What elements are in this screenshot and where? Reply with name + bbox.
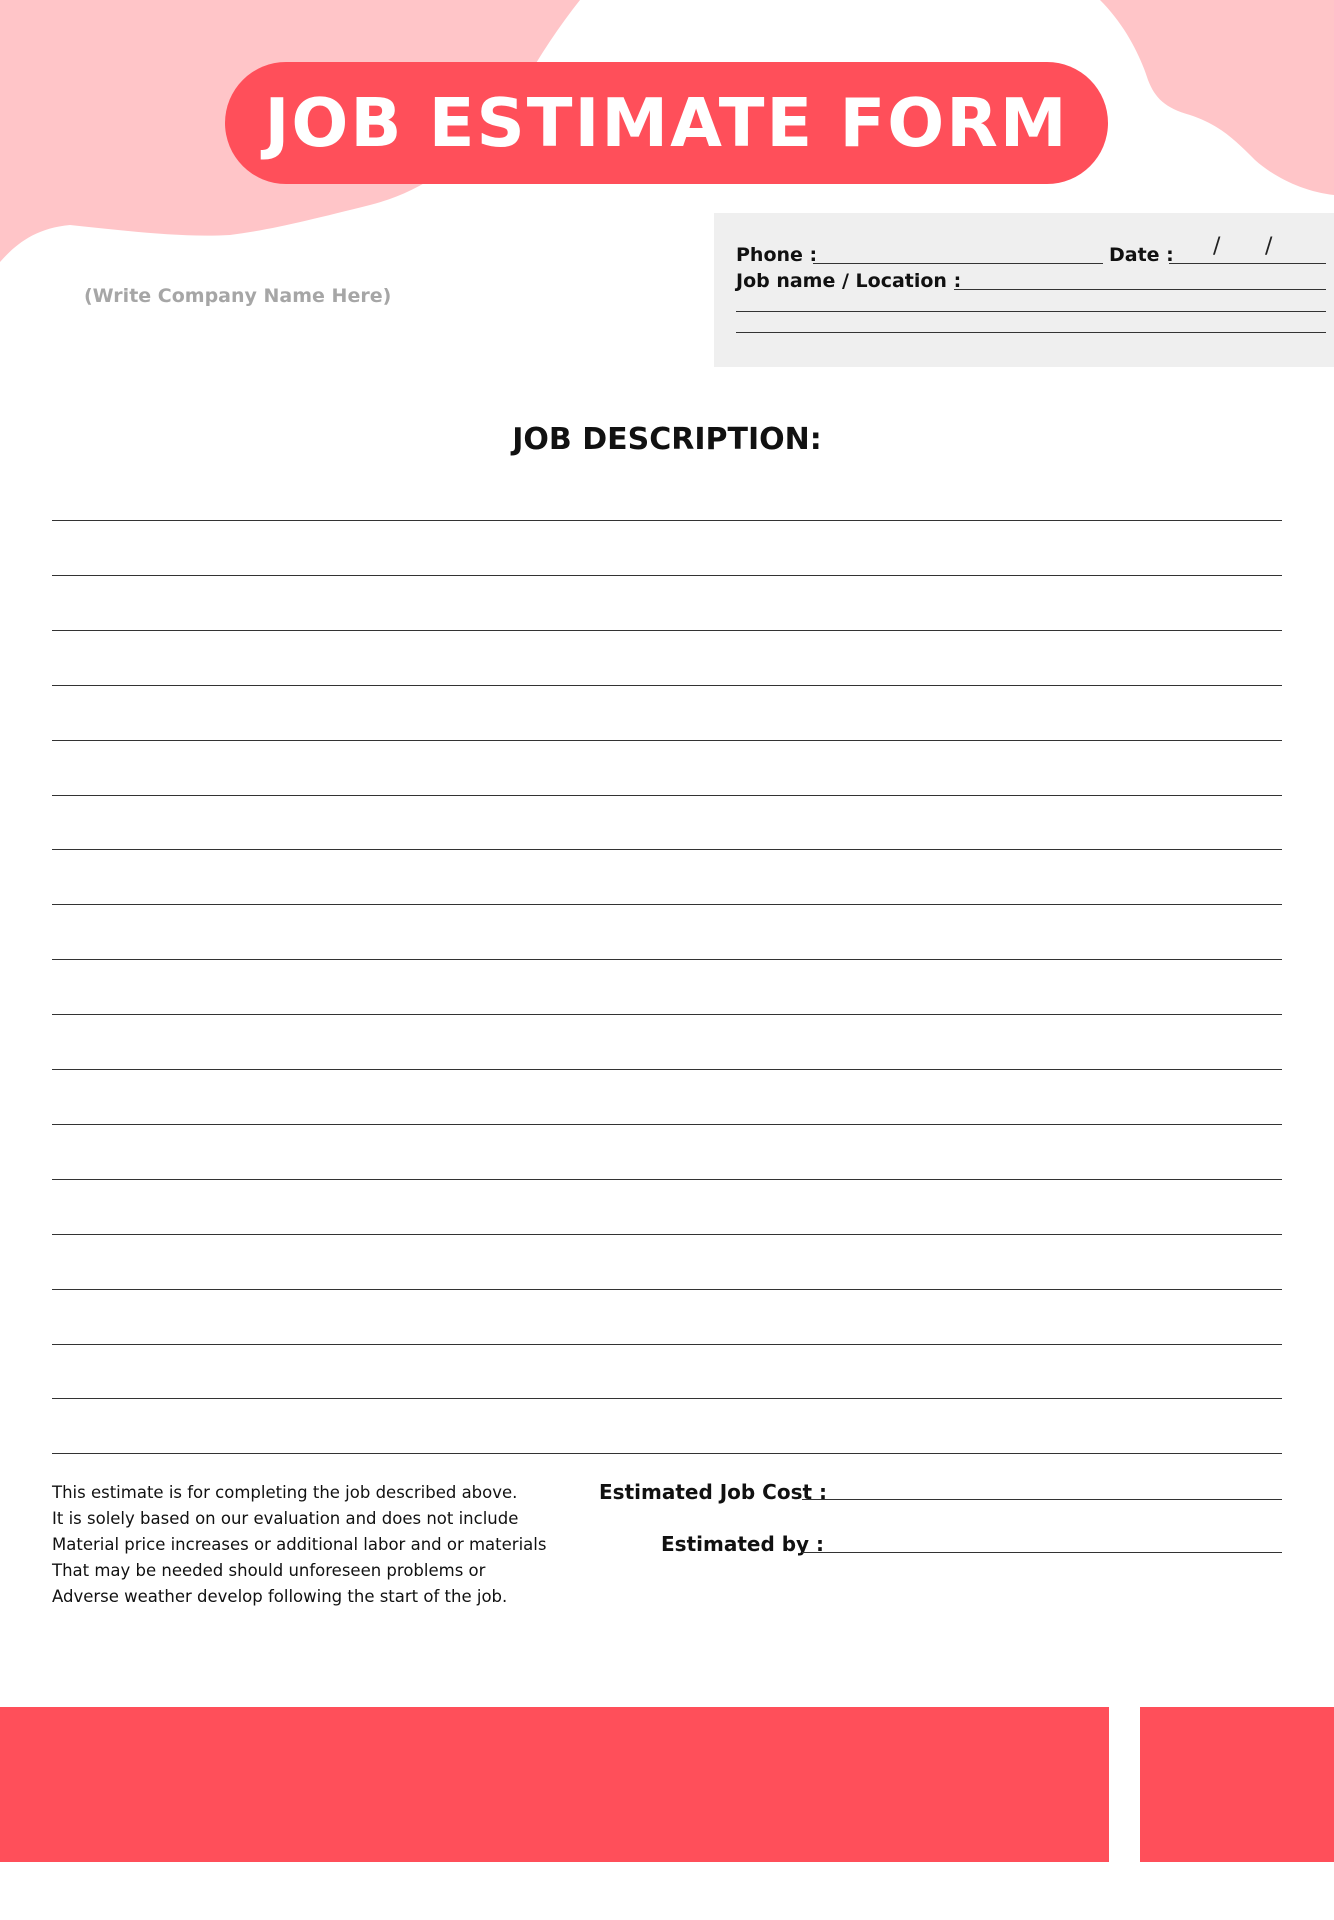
estimated-cost-label: Estimated Job Cost :	[599, 1480, 828, 1504]
description-line[interactable]	[52, 1234, 1282, 1235]
description-line[interactable]	[52, 1453, 1282, 1454]
description-line[interactable]	[52, 904, 1282, 905]
description-line[interactable]	[52, 630, 1282, 631]
description-line[interactable]	[52, 740, 1282, 741]
description-line[interactable]	[52, 685, 1282, 686]
disclaimer-line: That may be needed should unforeseen problems or	[52, 1561, 486, 1580]
footer-bar-left	[0, 1707, 1109, 1862]
disclaimer-line: Adverse weather develop following the start of the job.	[52, 1587, 508, 1606]
footer-bar-right	[1140, 1707, 1334, 1862]
job-location-label: Job name / Location :	[736, 270, 962, 292]
date-separator-2: /	[1265, 234, 1273, 259]
disclaimer-line: This estimate is for completing the job described above.	[52, 1483, 518, 1502]
description-line[interactable]	[52, 959, 1282, 960]
description-line[interactable]	[52, 520, 1282, 521]
disclaimer-line: It is solely based on our evaluation and does not include	[52, 1509, 519, 1528]
title-banner	[225, 62, 1108, 184]
description-line[interactable]	[52, 575, 1282, 576]
date-separator-1: /	[1213, 234, 1221, 259]
estimated-cost-field-line[interactable]	[802, 1499, 1282, 1500]
phone-field-line[interactable]	[813, 263, 1103, 264]
description-line[interactable]	[52, 849, 1282, 850]
date-field-line[interactable]	[1169, 263, 1326, 264]
job-location-extra-line-1[interactable]	[736, 311, 1326, 312]
disclaimer-line: Material price increases or additional labor and or materials	[52, 1535, 547, 1554]
form-title: JOB ESTIMATE FORM	[264, 84, 1069, 162]
date-label: Date :	[1109, 244, 1174, 266]
description-line[interactable]	[52, 1069, 1282, 1070]
description-line[interactable]	[52, 1124, 1282, 1125]
company-name-placeholder[interactable]: (Write Company Name Here)	[84, 285, 392, 307]
description-line[interactable]	[52, 1289, 1282, 1290]
phone-label: Phone :	[736, 244, 818, 266]
job-location-extra-line-2[interactable]	[736, 332, 1326, 333]
estimated-by-field-line[interactable]	[802, 1552, 1282, 1553]
description-line[interactable]	[52, 1398, 1282, 1399]
description-line[interactable]	[52, 1014, 1282, 1015]
job-location-field-line[interactable]	[954, 289, 1326, 290]
estimated-by-label: Estimated by :	[661, 1532, 825, 1556]
description-line[interactable]	[52, 1344, 1282, 1345]
description-line[interactable]	[52, 795, 1282, 796]
right-corner-blob	[1090, 0, 1334, 200]
description-line[interactable]	[52, 1179, 1282, 1180]
job-description-heading: JOB DESCRIPTION:	[512, 422, 822, 457]
